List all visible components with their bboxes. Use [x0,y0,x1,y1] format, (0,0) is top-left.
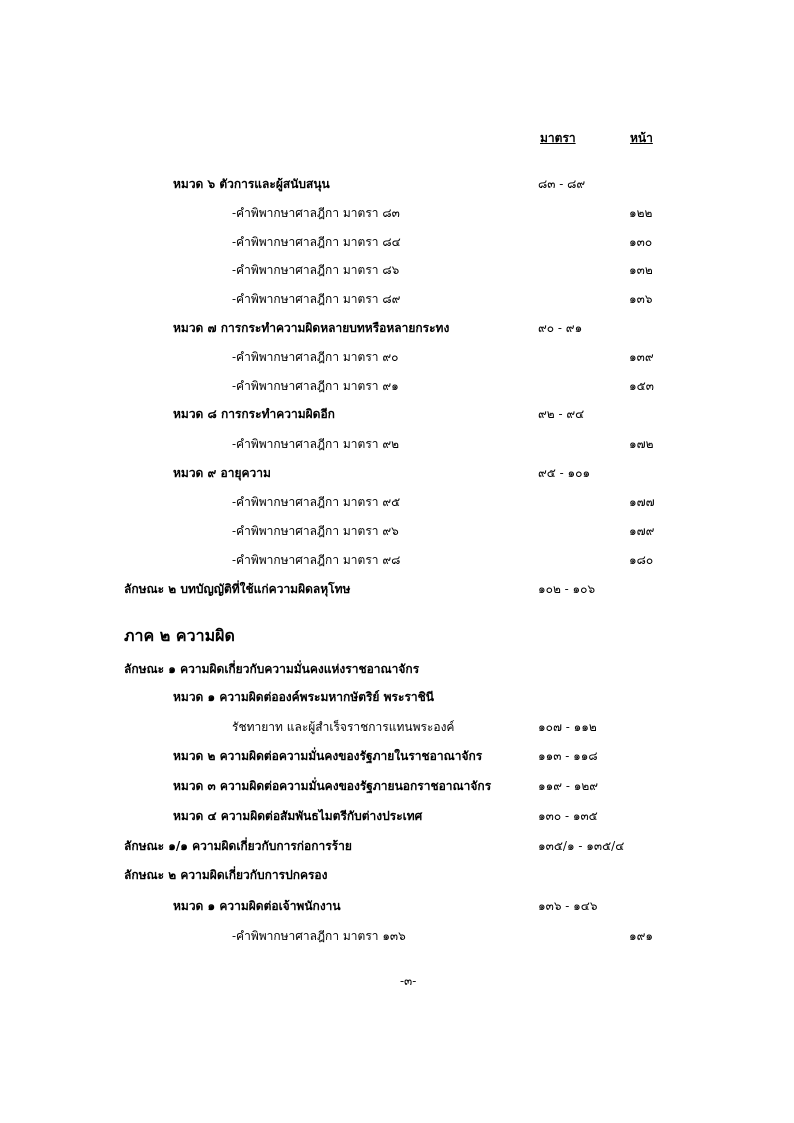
toc-row-section-range: ๙๒ - ๙๔ [538,407,585,421]
toc-row-label: หมวด ๑ ความผิดต่อองค์พระมหากษัตริย์ พระราชินี [173,690,434,704]
toc-row-section-range: ๑๐๗ - ๑๑๒ [538,720,597,734]
toc-row-label: -คำพิพากษาศาลฎีกา มาตรา ๙๖ [232,524,399,538]
toc-row-label: หมวด ๑ ความผิดต่อเจ้าพนักงาน [173,899,341,913]
toc-row-page-number: ๑๓๒ [629,263,653,277]
toc-row-page-number: ๑๗๒ [629,437,654,451]
toc-row-label: หมวด ๓ ความผิดต่อความมั่นคงของรัฐภายนอกราชอาณาจักร [173,779,492,793]
toc-row-section-range: ๑๓๖ - ๑๔๖ [538,899,598,913]
toc-row-page-number: ๑๓๙ [629,350,654,364]
toc-row-page-number: ๑๓๐ [629,235,653,249]
toc-row-page-number: ๑๕๓ [629,379,654,393]
toc-row-section-range: ๑๓๐ - ๑๓๕ [538,809,598,823]
toc-row-section-range: ๑๑๙ - ๑๒๙ [538,779,599,793]
toc-row-label: ลักษณะ ๑ ความผิดเกี่ยวกับความมั่นคงแห่งราชอาณาจักร [124,662,420,676]
toc-row-label: หมวด ๒ ความผิดต่อความมั่นคงของรัฐภายในราชอาณาจักร [173,749,483,763]
toc-row-page-number: ๑๙๑ [629,929,654,943]
toc-row-label: -คำพิพากษาศาลฎีกา มาตรา ๘๙ [232,292,401,306]
toc-row-section-range: ๙๐ - ๙๑ [538,321,583,335]
toc-row-label: รัชทายาท และผู้สำเร็จราชการแทนพระองค์ [232,720,455,734]
toc-row-section-range: ๑๑๓ - ๑๑๘ [538,749,598,763]
toc-row-label: ภาค ๒ ความผิด [124,626,235,645]
toc-row-label: -คำพิพากษาศาลฎีกา มาตรา ๘๓ [232,206,400,220]
page-number: -๓- [400,974,417,988]
toc-row-section-range: ๙๕ - ๑๐๑ [538,466,591,480]
toc-row-page-number: ๑๘๐ [629,553,654,567]
toc-row-page-number: ๑๓๖ [629,292,653,306]
toc-row-label: -คำพิพากษาศาลฎีกา มาตรา ๙๐ [232,350,399,364]
toc-row-label: ลักษณะ ๒ บทบัญญัติที่ใช้แก่ความผิดลหุโทษ [124,582,351,596]
toc-row-section-range: ๑๓๕/๑ - ๑๓๕/๔ [538,839,625,853]
column-header-section: มาตรา [540,131,576,145]
toc-row-page-number: ๑๒๒ [629,206,653,220]
toc-row-label: -คำพิพากษาศาลฎีกา มาตรา ๙๘ [232,553,401,567]
toc-row-label: หมวด ๖ ตัวการและผู้สนับสนุน [173,177,330,191]
toc-row-label: -คำพิพากษาศาลฎีกา มาตรา ๙๑ [232,379,399,393]
toc-row-page-number: ๑๗๗ [629,495,655,509]
toc-row-label: หมวด ๙ อายุความ [173,466,271,480]
toc-row-label: -คำพิพากษาศาลฎีกา มาตรา ๑๓๖ [232,929,406,943]
toc-row-label: -คำพิพากษาศาลฎีกา มาตรา ๘๔ [232,235,401,249]
toc-row-label: ลักษณะ ๒ ความผิดเกี่ยวกับการปกครอง [124,868,328,882]
column-header-page: หน้า [630,131,653,145]
toc-row-label: หมวด ๗ การกระทำความผิดหลายบทหรือหลายกระทง [173,321,450,335]
toc-row-label: หมวด ๘ การกระทำความผิดอีก [173,407,335,421]
toc-row-label: หมวด ๔ ความผิดต่อสัมพันธไมตรีกับต่างประเทศ [173,809,423,823]
toc-row-page-number: ๑๗๙ [629,524,655,538]
toc-row-label: -คำพิพากษาศาลฎีกา มาตรา ๙๕ [232,495,401,509]
toc-row-section-range: ๘๓ - ๘๙ [538,177,586,191]
toc-row-label: -คำพิพากษาศาลฎีกา มาตรา ๙๒ [232,437,400,451]
toc-row-label: -คำพิพากษาศาลฎีกา มาตรา ๘๖ [232,263,400,277]
toc-row-label: ลักษณะ ๑/๑ ความผิดเกี่ยวกับการก่อการร้าย [124,839,352,853]
toc-row-section-range: ๑๐๒ - ๑๐๖ [538,582,596,596]
